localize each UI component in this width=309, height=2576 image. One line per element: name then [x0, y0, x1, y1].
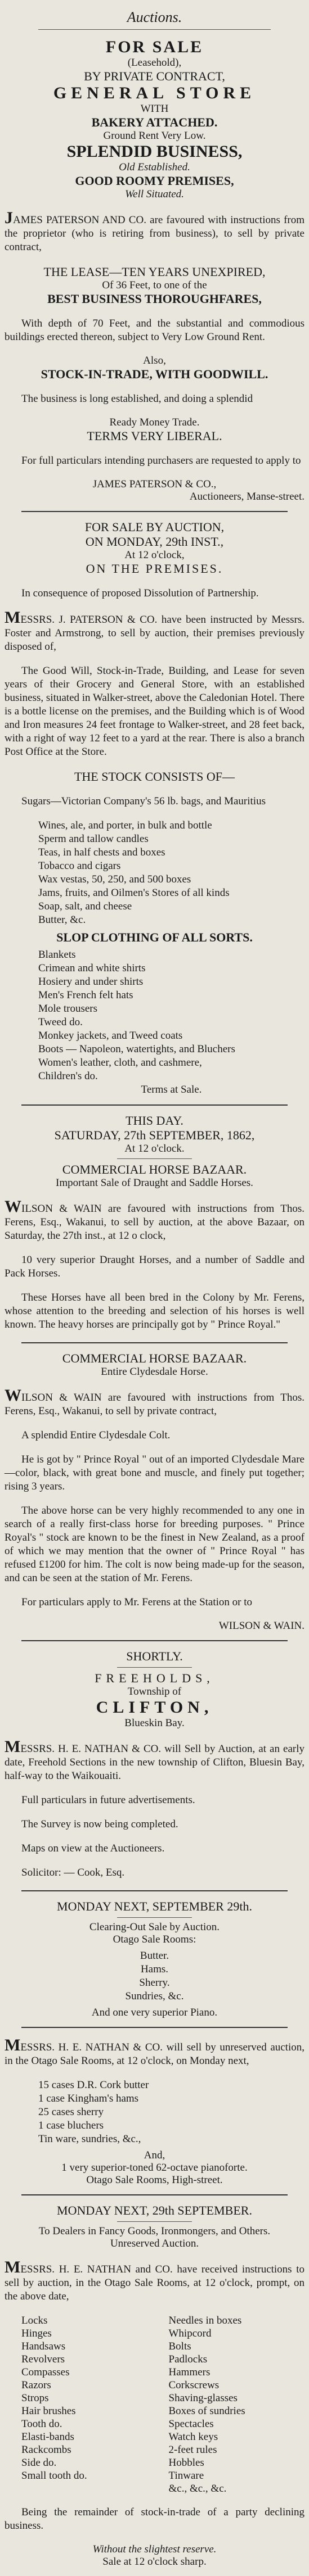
divider — [117, 1917, 192, 1918]
list-item: Wax vestas, 50, 250, and 500 boxes — [38, 873, 191, 885]
ad7-line3: Otago Sale Rooms, High-street. — [86, 2174, 223, 2186]
list-item: Butter. — [140, 1950, 169, 1962]
ad4-signature: WILSON & WAIN. — [218, 1620, 304, 1632]
list-item: Sundries, &c. — [125, 1990, 184, 2002]
list-item: 2-feet rules — [168, 2444, 217, 2456]
list-item: 15 cases D.R. Cork butter — [38, 2079, 149, 2091]
ad1-line18: TERMS VERY LIBERAL. — [87, 429, 222, 443]
ad8-goods-list — [5, 2314, 304, 2495]
ad2-stock-list — [5, 819, 304, 927]
ad1-line17: Ready Money Trade. — [109, 416, 200, 428]
ad2-line2: ON MONDAY, 29th INST., — [85, 535, 224, 549]
list-item: Revolvers — [21, 2353, 65, 2365]
ad8-para1: MESSRS. H. E. NATHAN and CO. have received instructions to sell by auction, in the Otago Sale Rooms, at 12 o'clock, prompt, on the above date, — [5, 2258, 304, 2302]
list-item: Tweed do. — [38, 1016, 83, 1028]
ad8-line2: To Dealers in Fancy Goods, Ironmongers, and Others. — [38, 2225, 271, 2237]
ad3-para3: These Horses have all been bred in the Colony by Mr. Ferens, whose attention to the breeding and selection of his horses is well known. The heavy horses are principally got by " Prince Royal." — [5, 1292, 304, 1330]
ad-unreserved-auction — [5, 2036, 304, 2186]
ad1-line7: Ground Rent Very Low. — [103, 130, 206, 142]
list-item: Tobacco and cigars — [38, 860, 121, 872]
list-item: Shaving-glasses — [168, 2392, 238, 2404]
list-item: Women's leather, cloth, and cashmere, — [38, 1057, 202, 1069]
list-item: Small tooth do. — [21, 2470, 87, 2482]
list-item: Boxes of sundries — [168, 2405, 245, 2417]
ad3-line4: COMMERCIAL HORSE BAZAAR. — [62, 1162, 247, 1176]
ad1-line12: THE LEASE—TEN YEARS UNEXPIRED, — [43, 265, 266, 279]
ad5-line3: Township of — [127, 1686, 182, 1697]
list-item: Hobbles — [168, 2457, 204, 2469]
list-item: Spectacles — [168, 2418, 214, 2430]
list-item: Locks — [21, 2315, 48, 2326]
divider — [21, 1640, 288, 1641]
ad2-line3: At 12 o'clock, — [124, 549, 185, 561]
ad-clydesdale-horse — [5, 1351, 304, 1632]
list-item: Boots — Napoleon, watertights, and Bluchers — [38, 1043, 235, 1055]
ad1-line2: (Leasehold), — [127, 57, 182, 69]
list-item: Sperm and tallow candles — [38, 833, 149, 845]
ad1-line1: FOR SALE — [105, 38, 204, 56]
terms-note: Terms at Sale. — [141, 1084, 202, 1095]
ad2-line5: THE STOCK CONSISTS OF— — [74, 769, 235, 784]
list-item: Hosiery and under shirts — [38, 976, 144, 988]
list-item: Butter, &c. — [38, 914, 86, 926]
divider — [21, 2194, 288, 2195]
ad4-line2: Entire Clydesdale Horse. — [101, 1366, 208, 1378]
ad2-clothing-list — [5, 948, 304, 1097]
ad2-para4: Sugars—Victorian Company's 56 lb. bags, and Mauritius — [21, 795, 266, 807]
list-item: Teas, in half chests and boxes — [38, 846, 165, 858]
ad7-line1: And, — [144, 2149, 165, 2161]
ad3-line1: THIS DAY. — [126, 1113, 183, 1128]
ad2-para1: In consequence of proposed Dissolution of Partnership. — [21, 587, 259, 599]
list-item: Padlocks — [168, 2353, 208, 2365]
ad2-line4: ON THE PREMISES. — [86, 562, 223, 576]
ad6-line2: Clearing-Out Sale by Auction. — [89, 1921, 220, 1933]
divider — [21, 2027, 288, 2028]
ad8-line5: Sale at 12 o'clock sharp. — [102, 2556, 207, 2568]
ad6-line4: And one very superior Piano. — [91, 2007, 218, 2018]
ad4-para1: WILSON & WAIN are favoured with instructions from Thos. Ferens, Esq., Wakanui, to sell by private contract, — [5, 1386, 304, 1417]
ad1-line14: BEST BUSINESS THOROUGHFARES, — [47, 292, 262, 306]
divider — [117, 2221, 192, 2222]
ad1-line10: GOOD ROOMY PREMISES, — [75, 174, 234, 188]
list-item: Hair brushes — [21, 2405, 76, 2417]
divider — [117, 1158, 192, 1159]
list-item: Mole trousers — [38, 1003, 98, 1015]
ad1-para4: For full particulars intending purchasers are requested to apply to — [21, 455, 301, 467]
ad2-para2: MESSRS. J. PATERSON & CO. have been instructed by Messrs. Foster and Armstrong, to sell by auction, their premises previously disposed of, — [5, 608, 304, 653]
list-item: Side do. — [21, 2457, 57, 2469]
ad7-para1: MESSRS. H. E. NATHAN & CO. will sell by unreserved auction, in the Otago Sale Rooms, at 12 o'clock, on Monday next, — [5, 2036, 304, 2067]
list-item: Corkscrews — [168, 2379, 220, 2391]
list-item: Hams. — [140, 1963, 169, 1975]
ad2-line6: SLOP CLOTHING OF ALL SORTS. — [56, 930, 253, 944]
list-item: Bolts — [168, 2340, 191, 2352]
ad5-para5: Solicitor: — Cook, Esq. — [21, 1867, 125, 1878]
ad5-para4: Maps on view at the Auctioneers. — [21, 1842, 165, 1854]
divider — [38, 29, 271, 30]
ad1-line6: BAKERY ATTACHED. — [91, 115, 218, 129]
ad7-items — [5, 2079, 304, 2146]
list-item: Hammers — [168, 2366, 211, 2378]
goods-right-column — [169, 2314, 305, 2495]
ad1-line13: Of 36 Feet, to one of the — [102, 279, 207, 291]
ad5-line5: Blueskin Bay. — [124, 1717, 185, 1729]
list-item: Handsaws — [21, 2340, 66, 2352]
divider — [21, 1104, 288, 1106]
ad1-signature: JAMES PATERSON & CO., — [92, 478, 217, 490]
list-item: Compasses — [21, 2366, 70, 2378]
ad1-line11: Well Situated. — [125, 188, 184, 200]
ad5-line1: SHORTLY. — [126, 1649, 183, 1663]
list-item: Razors — [21, 2379, 51, 2391]
list-item: Monkey jackets, and Tweed coats — [38, 1030, 183, 1042]
auctions-column — [5, 0, 304, 2576]
list-item: Wines, ale, and porter, in bulk and bottle — [38, 820, 212, 831]
ad1-line9: Old Established. — [119, 161, 190, 173]
ad5-para3: The Survey is now being completed. — [21, 1818, 178, 1830]
ad8-line3: Unreserved Auction. — [110, 2238, 199, 2249]
ad3-line3: At 12 o'clock. — [124, 1143, 185, 1155]
list-item: 1 case Kingham's hams — [38, 2093, 139, 2104]
list-item: Children's do. — [38, 1070, 98, 1082]
ad1-line3: BY PRIVATE CONTRACT, — [84, 69, 225, 83]
ad1-line15: Also, — [143, 355, 166, 366]
ad1-para2: With depth of 70 Feet, and the substantial and commodious buildings erected thereon, subject to Very Low Ground Rent. — [5, 318, 304, 343]
ad2-line1: FOR SALE BY AUCTION, — [84, 520, 225, 534]
divider — [21, 1342, 288, 1343]
divider — [117, 1667, 192, 1668]
ad2-para3: The Good Will, Stock-in-Trade, Building, and Lease for seven years of their Grocery and General Store, with an established business, situated in Walker-street, above the Caledonian Hotel. There is a bottle license on the premises, and the Building which is of Wood and Iron measures 24 feet frontage to Walker-street, and 28 feet back, with a right of way 12 feet to a yard at the rear. There is also a branch Post Office at the Store. — [5, 665, 304, 758]
ad4-para2: A splendid Entire Clydesdale Colt. — [21, 1429, 171, 1441]
list-item: Tooth do. — [21, 2418, 62, 2430]
list-item: Tinware — [168, 2470, 204, 2482]
section-heading: Auctions. — [127, 9, 182, 25]
ad1-line8: SPLENDID BUSINESS, — [66, 142, 243, 161]
list-item: Sherry. — [139, 1977, 170, 1989]
ad3-line2: SATURDAY, 27th SEPTEMBER, 1862, — [54, 1128, 255, 1142]
ad6-items — [5, 1949, 304, 2003]
ad6-line1: MONDAY NEXT, SEPTEMBER 29th. — [57, 1899, 252, 1913]
ad7-line2: 1 very superior-toned 62-octave pianoforte. — [61, 2162, 248, 2174]
list-item: 1 case bluchers — [38, 2120, 104, 2131]
list-item: Needles in boxes — [168, 2315, 242, 2326]
divider — [21, 1890, 288, 1891]
ad4-para4: The above horse can be very highly recommended to any one in search of a really first-class horse for breeding purposes. " Prince Royal's " stock are known to be the finest in New Zealand, as a proof of which we may mention that the owner of " Prince Royal " has refused £1200 for him. The colt is now being made-up for the season, and can be seen at the station of Mr. Ferens. — [5, 1505, 304, 1584]
ad-general-store — [5, 38, 304, 503]
ad1-line5: WITH — [140, 103, 169, 115]
ad-fancy-goods — [5, 2203, 304, 2568]
ad1-line4: GENERAL STORE — [53, 84, 256, 102]
divider — [21, 511, 288, 512]
list-item: Hinges — [21, 2328, 52, 2339]
ad4-line1: COMMERCIAL HORSE BAZAAR. — [62, 1351, 247, 1365]
list-item: Men's French felt hats — [38, 989, 133, 1001]
ad5-para1: MESSRS. H. E. NATHAN & CO. will Sell by Auction, at an early date, Freehold Sections in the new township of Clifton, Bluesin Bay, half-way to the Waikouaiti. — [5, 1737, 304, 1782]
list-item: Whipcord — [168, 2328, 212, 2339]
ad1-line16: STOCK-IN-TRADE, WITH GOODWILL. — [41, 367, 268, 381]
ad8-para2: Being the remainder of stock-in-trade of a party declining business. — [5, 2506, 304, 2532]
ad3-para1: WILSON & WAIN are favoured with instructions from Thos. Ferens, Esq., Wakanui, to sell by auction, at the above Bazaar, on Saturday, the 27th inst., at 12 o clock, — [5, 1197, 304, 1242]
ad-freeholds — [5, 1649, 304, 1880]
ad-clearing-out-sale — [5, 1899, 304, 2019]
ad-premises-sale — [5, 520, 304, 1097]
list-item: Strops — [21, 2392, 49, 2404]
list-item: Jams, fruits, and Oilmen's Stores of all kinds — [38, 887, 230, 899]
list-item: Blankets — [38, 949, 76, 961]
list-item: Soap, salt, and cheese — [38, 900, 132, 912]
list-item: Watch keys — [168, 2431, 218, 2443]
ad1-signature-address: Auctioneers, Manse-street. — [189, 491, 304, 502]
ad6-line3: Otago Sale Rooms: — [113, 1934, 196, 1945]
ad5-line4: CLIFTON, — [96, 1698, 213, 1717]
list-item: Tin ware, sundries, &c., — [38, 2133, 141, 2145]
ad3-para2: 10 very superior Draught Horses, and a number of Saddle and Pack Horses. — [5, 1254, 304, 1279]
list-item: Rackcombs — [21, 2444, 71, 2456]
ad-horse-sale — [5, 1113, 304, 1332]
ad3-line5: Important Sale of Draught and Saddle Horses. — [56, 1177, 253, 1189]
ad4-para5: For particulars apply to Mr. Ferens at the Station or to — [21, 1596, 253, 1608]
ad5-line2: FREEHOLDS, — [95, 1671, 214, 1685]
ad4-para3: He is got by " Prince Royal " out of an imported Clydesdale Mare—color, black, with great bone and muscle, and finely put together; rising 3 years. — [5, 1454, 304, 1492]
ad8-line1: MONDAY NEXT, 29th SEPTEMBER. — [57, 2203, 252, 2217]
ad1-para3: The business is long established, and doing a splendid — [21, 393, 253, 405]
goods-left-column — [21, 2314, 158, 2495]
ad8-line4: Without the slightest reserve. — [92, 2543, 217, 2555]
ad5-para2: Full particulars in future advertisements. — [21, 1794, 195, 1806]
list-item: &c., &c., &c. — [168, 2483, 227, 2494]
ad1-para1: JAMES PATERSON AND CO. are favoured with instructions from the proprietor (who is retiring from business), to sell by private contract, — [5, 209, 304, 253]
list-item: 25 cases sherry — [38, 2106, 104, 2118]
list-item: Crimean and white shirts — [38, 962, 146, 974]
list-item: Elasti-bands — [21, 2431, 74, 2443]
